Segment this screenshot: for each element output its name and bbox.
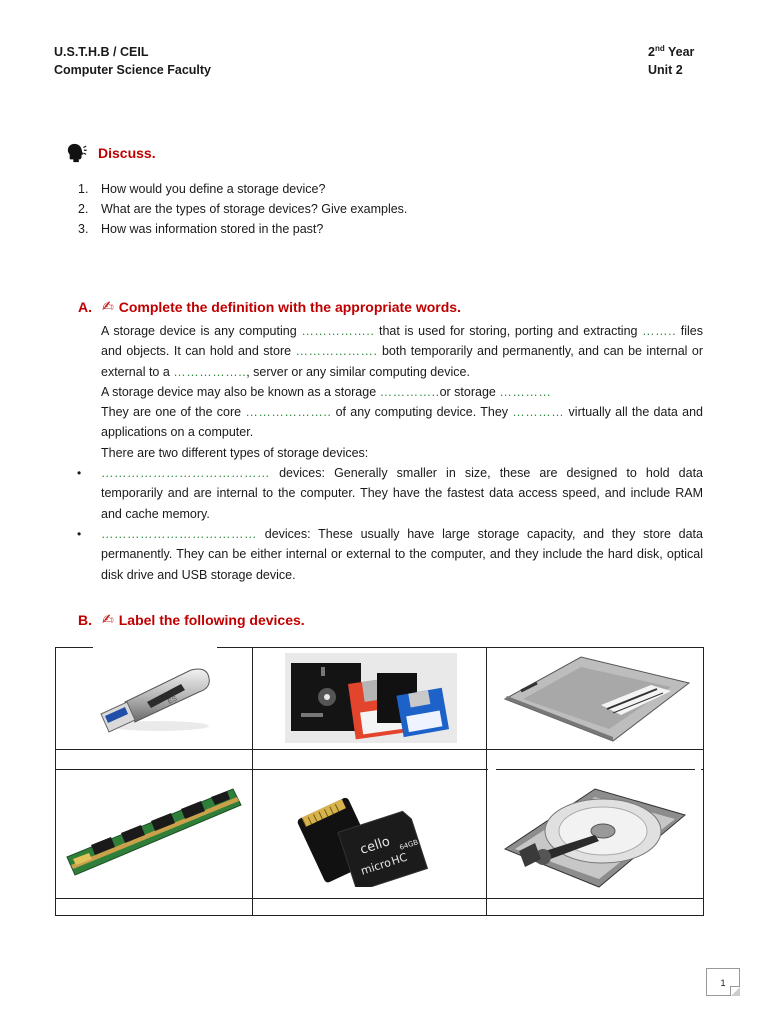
label-cell[interactable] — [55, 898, 253, 916]
section-a-letter: A. — [78, 299, 92, 315]
section-b-heading — [78, 612, 305, 628]
section-a-heading — [78, 299, 461, 315]
section-a-title: Complete the definition with the appropriate words. — [118, 299, 461, 315]
page-number: 1 — [706, 968, 740, 996]
unit-label: Unit 2 — [648, 63, 683, 77]
blank: ………… — [499, 384, 552, 399]
institution: U.S.T.H.B / CEIL — [54, 45, 149, 59]
label-cell[interactable] — [55, 749, 253, 770]
paragraph-3: They are one of the core ……………….. of any computing device. They ………… virtually all the data and applications on a computer. — [101, 405, 703, 440]
list-item: 2. What are the types of storage devices? Give examples. — [78, 202, 408, 216]
blank: ………… — [512, 405, 565, 420]
card-brand-label: cello — [358, 834, 392, 858]
bullet-dot: • — [77, 466, 82, 481]
label-cell[interactable] — [486, 898, 704, 916]
microsd-card-image — [295, 787, 445, 887]
speaking-head-icon — [66, 142, 88, 164]
year-label: 2nd Year — [648, 43, 695, 59]
blank: …………….. — [173, 364, 247, 379]
page-curl-icon — [730, 986, 740, 996]
paragraph-1: A storage device is any computing …………….. that is used for storing, porting and extracting …….. files and objects. It can hold and store ………………. both temporarily and permanently, and can be internal or external to a …………….., server or any similar computing device. — [101, 324, 704, 379]
hard-disk-image — [499, 785, 691, 891]
floppy-disks-image — [285, 653, 457, 743]
bullet-item-2: • ……………………………… devices: These usually have large storage capacity, and they store data permanently. They can be either internal or external to the computer, and they include the hard disk, optical disk drive and USB storage device. — [101, 524, 703, 585]
bullet-item-1: • ………………………………… devices: Generally smaller in size, these are designed to hold data temporarily and are internal to the computer. They have the fastest data access speed, and include RAM and cache memory. — [101, 463, 703, 524]
header-left — [54, 43, 211, 79]
blank: ……………….. — [245, 405, 332, 420]
blank: ……………………………… — [101, 526, 257, 541]
blank: ………………………………… — [101, 466, 270, 481]
paragraph-4: There are two different types of storage devices: — [101, 445, 369, 460]
writing-hand-icon: ✍ — [102, 612, 114, 628]
discuss-heading — [66, 140, 156, 166]
card-size-label: 64GB — [398, 838, 420, 852]
ssd-drive-image — [501, 655, 691, 743]
usb-flash-drive-image — [95, 662, 213, 737]
blank: ………….. — [379, 384, 440, 399]
ram-module-image — [65, 785, 245, 880]
card-micro-label: micro — [359, 855, 393, 878]
paragraph-2: A storage device may also be known as a storage …………..or storage ………… — [101, 384, 552, 399]
blank: …………….. — [301, 324, 375, 338]
blank: …….. — [642, 324, 677, 338]
device-grid — [55, 647, 704, 916]
usb-brand-label: ES — [166, 695, 179, 706]
section-b-letter: B. — [78, 612, 92, 628]
faculty: Computer Science Faculty — [54, 63, 211, 77]
discuss-title: Discuss. — [98, 145, 156, 161]
list-item: 3. How was information stored in the past? — [78, 222, 324, 236]
label-cell[interactable] — [486, 749, 704, 770]
blank: ………………. — [295, 344, 378, 359]
section-b-title: Label the following devices. — [118, 612, 305, 628]
bullet-dot: • — [77, 526, 82, 541]
card-hc-label: HC — [389, 850, 409, 868]
question-list — [78, 179, 407, 239]
writing-hand-icon: ✍ — [102, 299, 114, 315]
label-cell[interactable] — [252, 898, 487, 916]
definition-text — [77, 321, 704, 585]
header-right — [648, 43, 694, 79]
list-item: 1. How would you define a storage device? — [78, 182, 326, 196]
label-cell[interactable] — [252, 749, 487, 770]
